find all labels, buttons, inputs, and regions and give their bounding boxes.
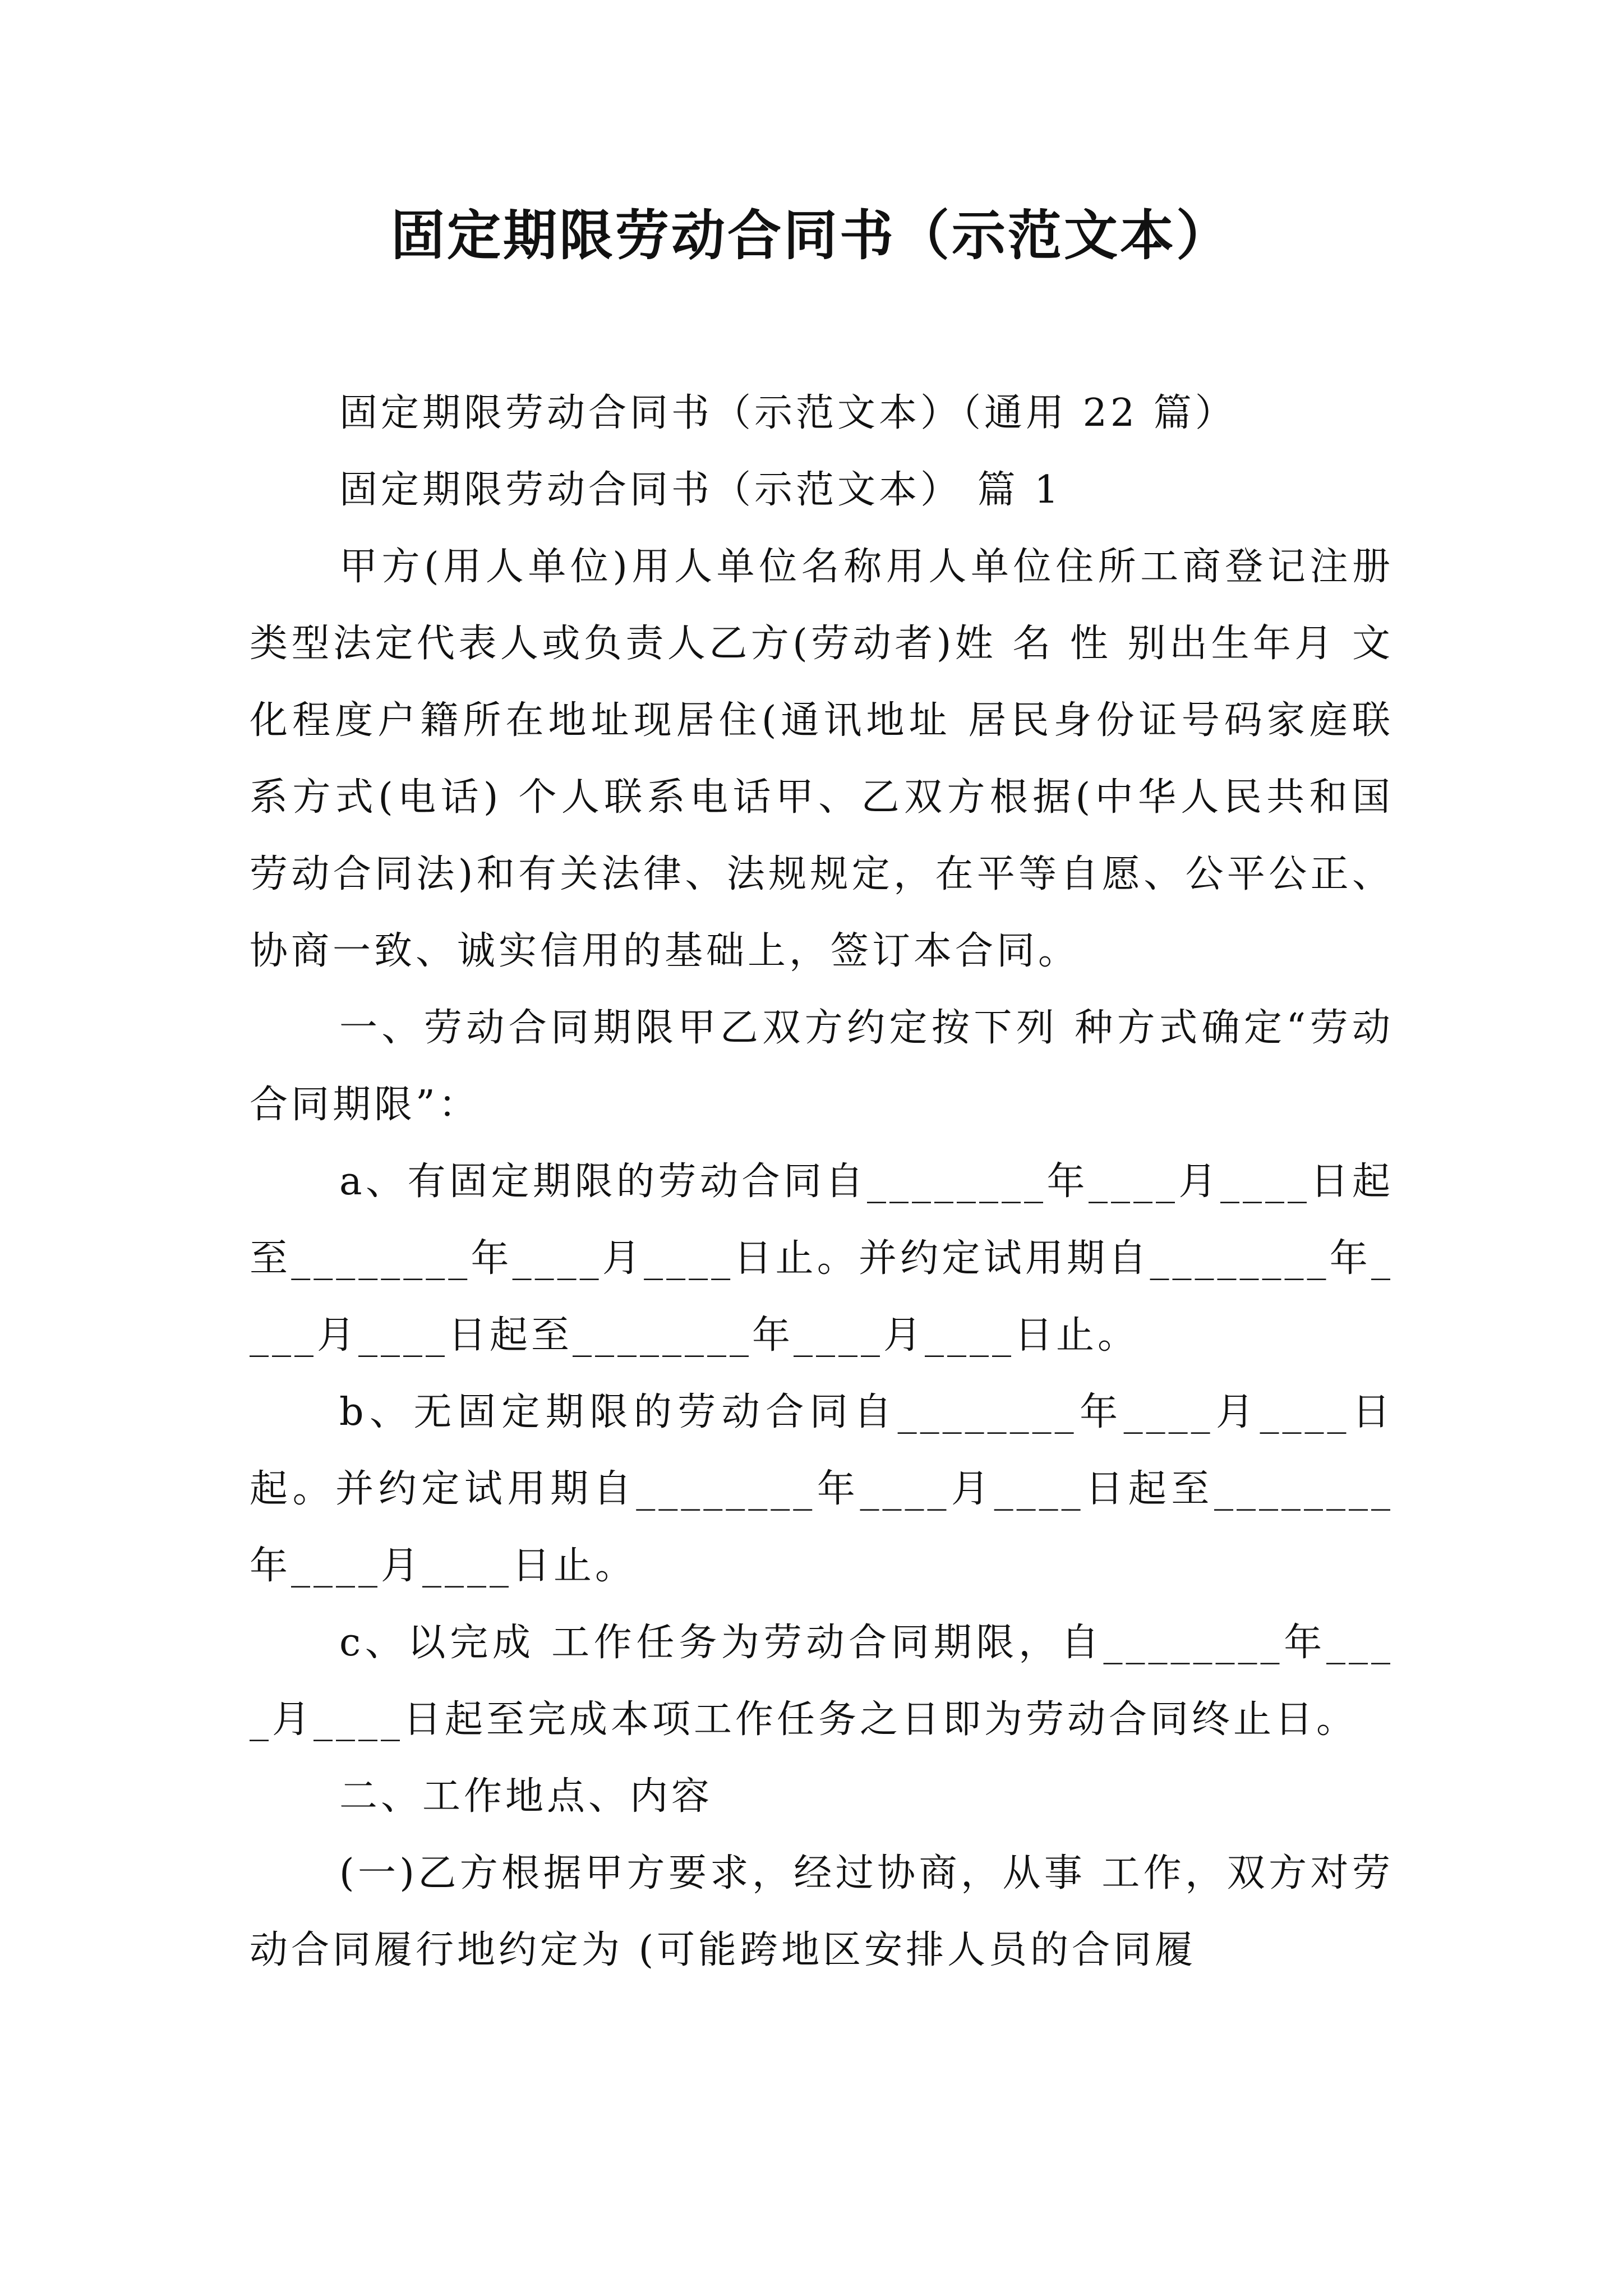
paragraph-parties: 甲方(用人单位)用人单位名称用人单位住所工商登记注册类型法定代表人或负责人乙方(劳动者)姓 名 性 别出生年月 文化程度户籍所在地址现居住(通讯地址 居民身份证号码家庭联系方式(电话) 个人联系电话甲、乙双方根据(中华人民共和国劳动合同法)和有关法律、法规规定，在平等自愿、公平公正、协商一致、诚实信用的基础上，签订本合同。 [250, 545, 1394, 973]
document-title: 固定期限劳动合同书（示范文本） [391, 204, 1232, 267]
paragraph-section-heading: 固定期限劳动合同书（示范文本） 篇 1 [339, 468, 1062, 512]
document-body [250, 375, 1394, 1989]
paragraph-workplace-heading: 二、工作地点、内容 [339, 1774, 713, 1819]
paragraph-term-a: a、有固定期限的劳动合同自________年____月____日起至________年____月____日止。并约定试用期自________年____月____日起至________年____月____日止。 [250, 1159, 1394, 1358]
paragraph-term-c: c、以完成 工作任务为劳动合同期限，自________年____月____日起至完成本项工作任务之日即为劳动合同终止日。 [250, 1621, 1394, 1742]
paragraph-workplace-1: (一)乙方根据甲方要求，经过协商，从事 工作，双方对劳动合同履行地约定为 (可能跨地区安排人员的合同履 [250, 1851, 1394, 1972]
paragraph-term-heading: 一、劳动合同期限甲乙双方约定按下列 种方式确定“劳动合同期限”： [250, 1006, 1394, 1127]
paragraph-term-b: b、无固定期限的劳动合同自________年____月____日起。并约定试用期自________年____月____日起至________年____月____日止。 [250, 1390, 1394, 1588]
paragraph-subtitle: 固定期限劳动合同书（示范文本）（通用 22 篇） [339, 391, 1237, 435]
